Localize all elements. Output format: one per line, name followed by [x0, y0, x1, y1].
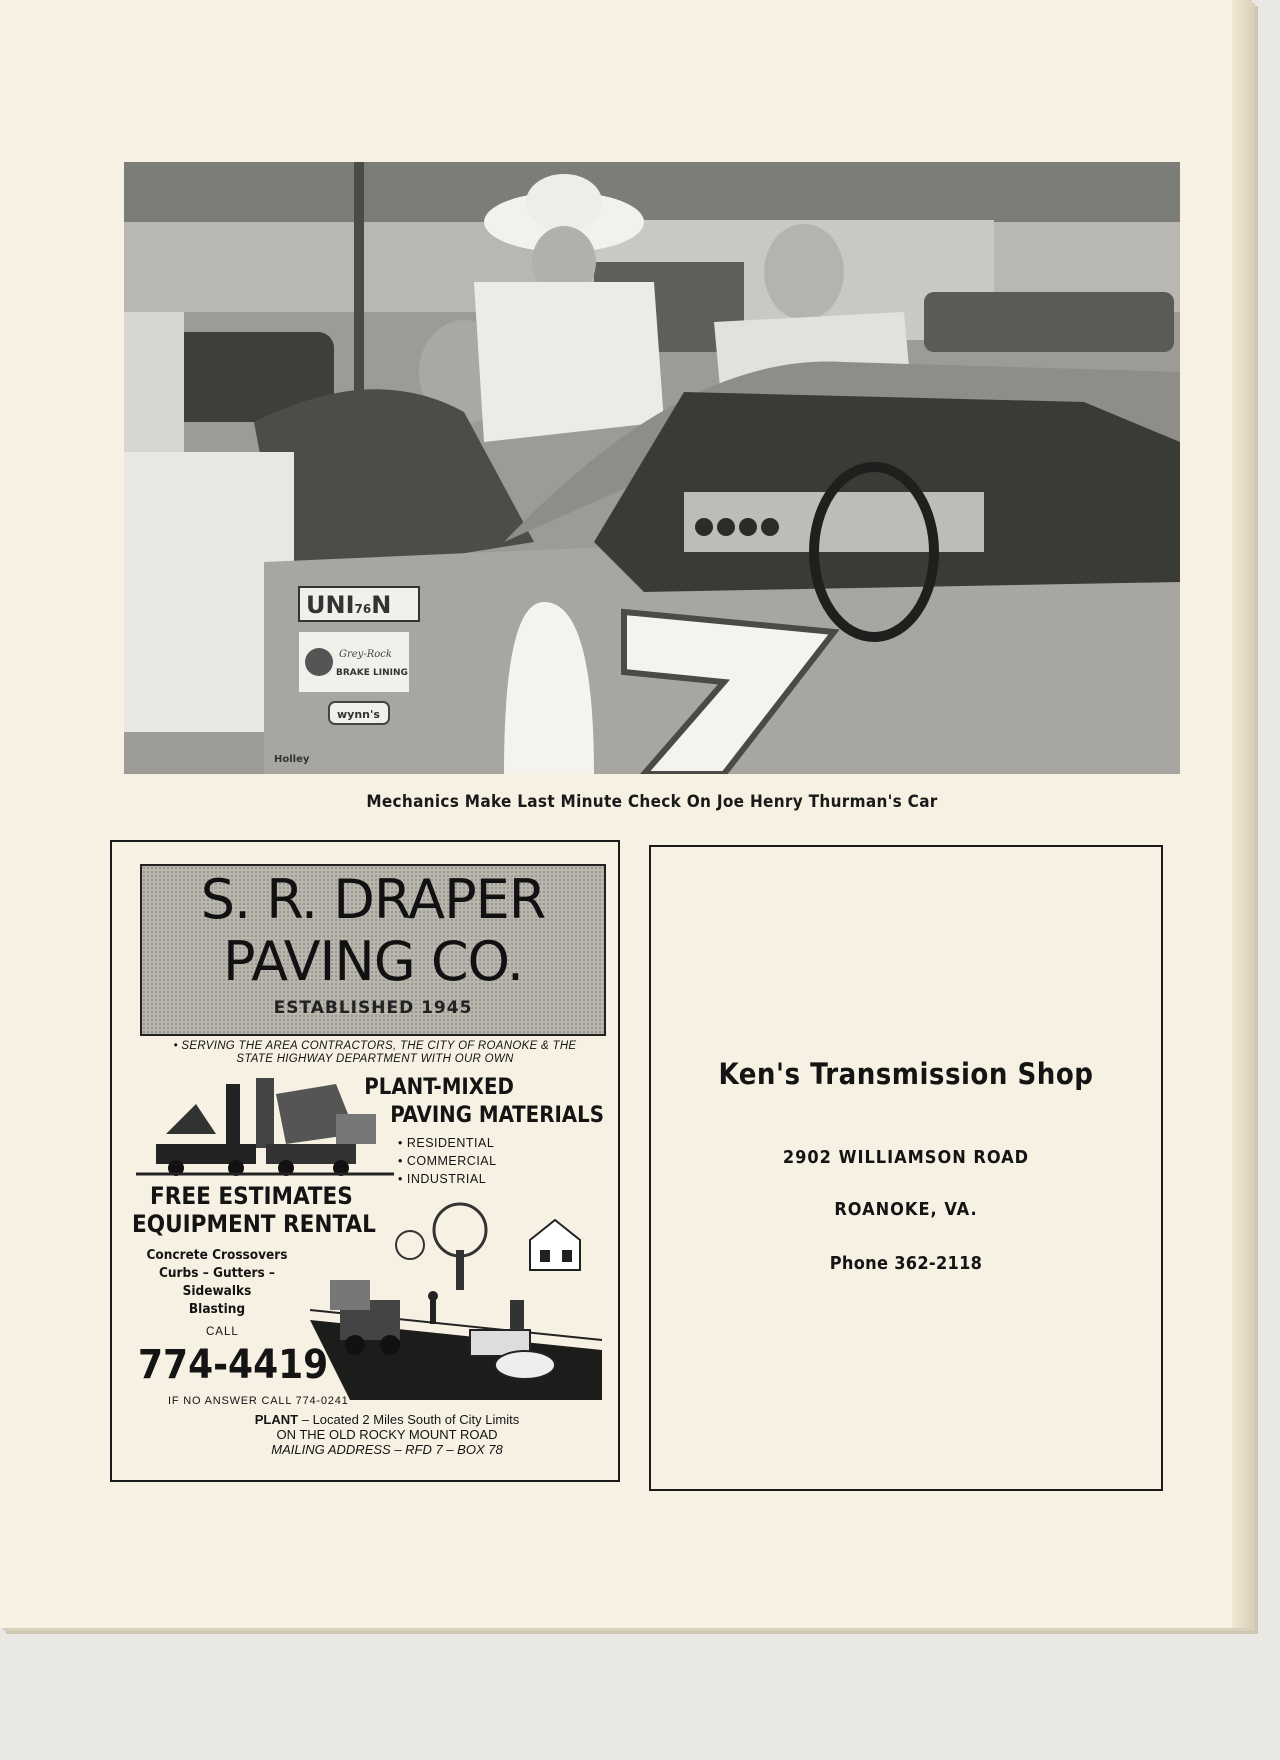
plant-location-line: [172, 1412, 602, 1427]
established-label: ESTABLISHED 1945: [273, 998, 473, 1018]
asphalt-plant-icon: [136, 1074, 394, 1178]
service-item: Curbs – Gutters –: [159, 1265, 275, 1281]
svg-text:BRAKE LINING: BRAKE LINING: [336, 668, 408, 678]
draper-header-box: [140, 864, 606, 1036]
draper-paving-ad: [110, 840, 620, 1482]
kens-phone: Phone 362-2118: [829, 1253, 983, 1274]
plant-mixed-label: PLANT-MIXED: [364, 1075, 514, 1100]
free-estimates-label: FREE ESTIMATES: [150, 1182, 353, 1210]
service-item: Blasting: [188, 1301, 246, 1317]
draper-phone: 774-4419: [138, 1342, 329, 1388]
service-item: Sidewalks: [182, 1283, 252, 1299]
category-list: [398, 1134, 497, 1188]
plant-road: ON THE OLD ROCKY MOUNT ROAD: [276, 1427, 498, 1442]
plant-label: PLANT: [254, 1412, 299, 1427]
kens-transmission-ad: [649, 845, 1163, 1491]
photo-caption: Mechanics Make Last Minute Check On Joe Henry Thurman's Car: [366, 792, 938, 812]
kens-title: Ken's Transmission Shop: [718, 1057, 1094, 1091]
category-industrial: • INDUSTRIAL: [398, 1170, 497, 1188]
company-name-line1: S. R. DRAPER: [200, 868, 546, 931]
kens-address: 2902 WILLIAMSON ROAD: [782, 1147, 1030, 1168]
paving-materials-label: PAVING MATERIALS: [390, 1103, 604, 1128]
no-answer-line: IF NO ANSWER CALL 774-0241: [168, 1395, 349, 1407]
plant-mixed-heading: [364, 1074, 604, 1130]
kens-city: ROANOKE, VA.: [834, 1199, 978, 1220]
category-residential: • RESIDENTIAL: [398, 1134, 497, 1152]
services-list: [142, 1246, 292, 1318]
page-edge: [1232, 0, 1252, 1628]
equipment-rental-label: EQUIPMENT RENTAL: [132, 1210, 376, 1238]
race-car-photo: [124, 162, 1180, 774]
call-label: CALL: [206, 1326, 239, 1338]
photo-illustration: [124, 162, 1180, 774]
plant-location-block: [172, 1412, 602, 1457]
category-commercial: • COMMERCIAL: [398, 1152, 497, 1170]
plant-location-text: – Located 2 Miles South of City Limits: [298, 1412, 520, 1427]
svg-text:Grey-Rock: Grey-Rock: [339, 649, 392, 660]
svg-text:UNI76N: UNI76N: [306, 591, 392, 619]
svg-text:wynn's: wynn's: [337, 708, 380, 721]
svg-text:Holley: Holley: [274, 754, 310, 765]
serving-text: [140, 1040, 610, 1066]
company-name-line2: PAVING CO.: [222, 930, 524, 993]
road-paving-illustration: [310, 1200, 602, 1400]
mailing-address: MAILING ADDRESS – RFD 7 – BOX 78: [271, 1442, 503, 1457]
serving-line-2: STATE HIGHWAY DEPARTMENT WITH OUR OWN: [236, 1053, 514, 1065]
service-item: Concrete Crossovers: [146, 1247, 288, 1263]
serving-line-1: • SERVING THE AREA CONTRACTORS, THE CITY OF ROANOKE & THE: [173, 1040, 577, 1052]
